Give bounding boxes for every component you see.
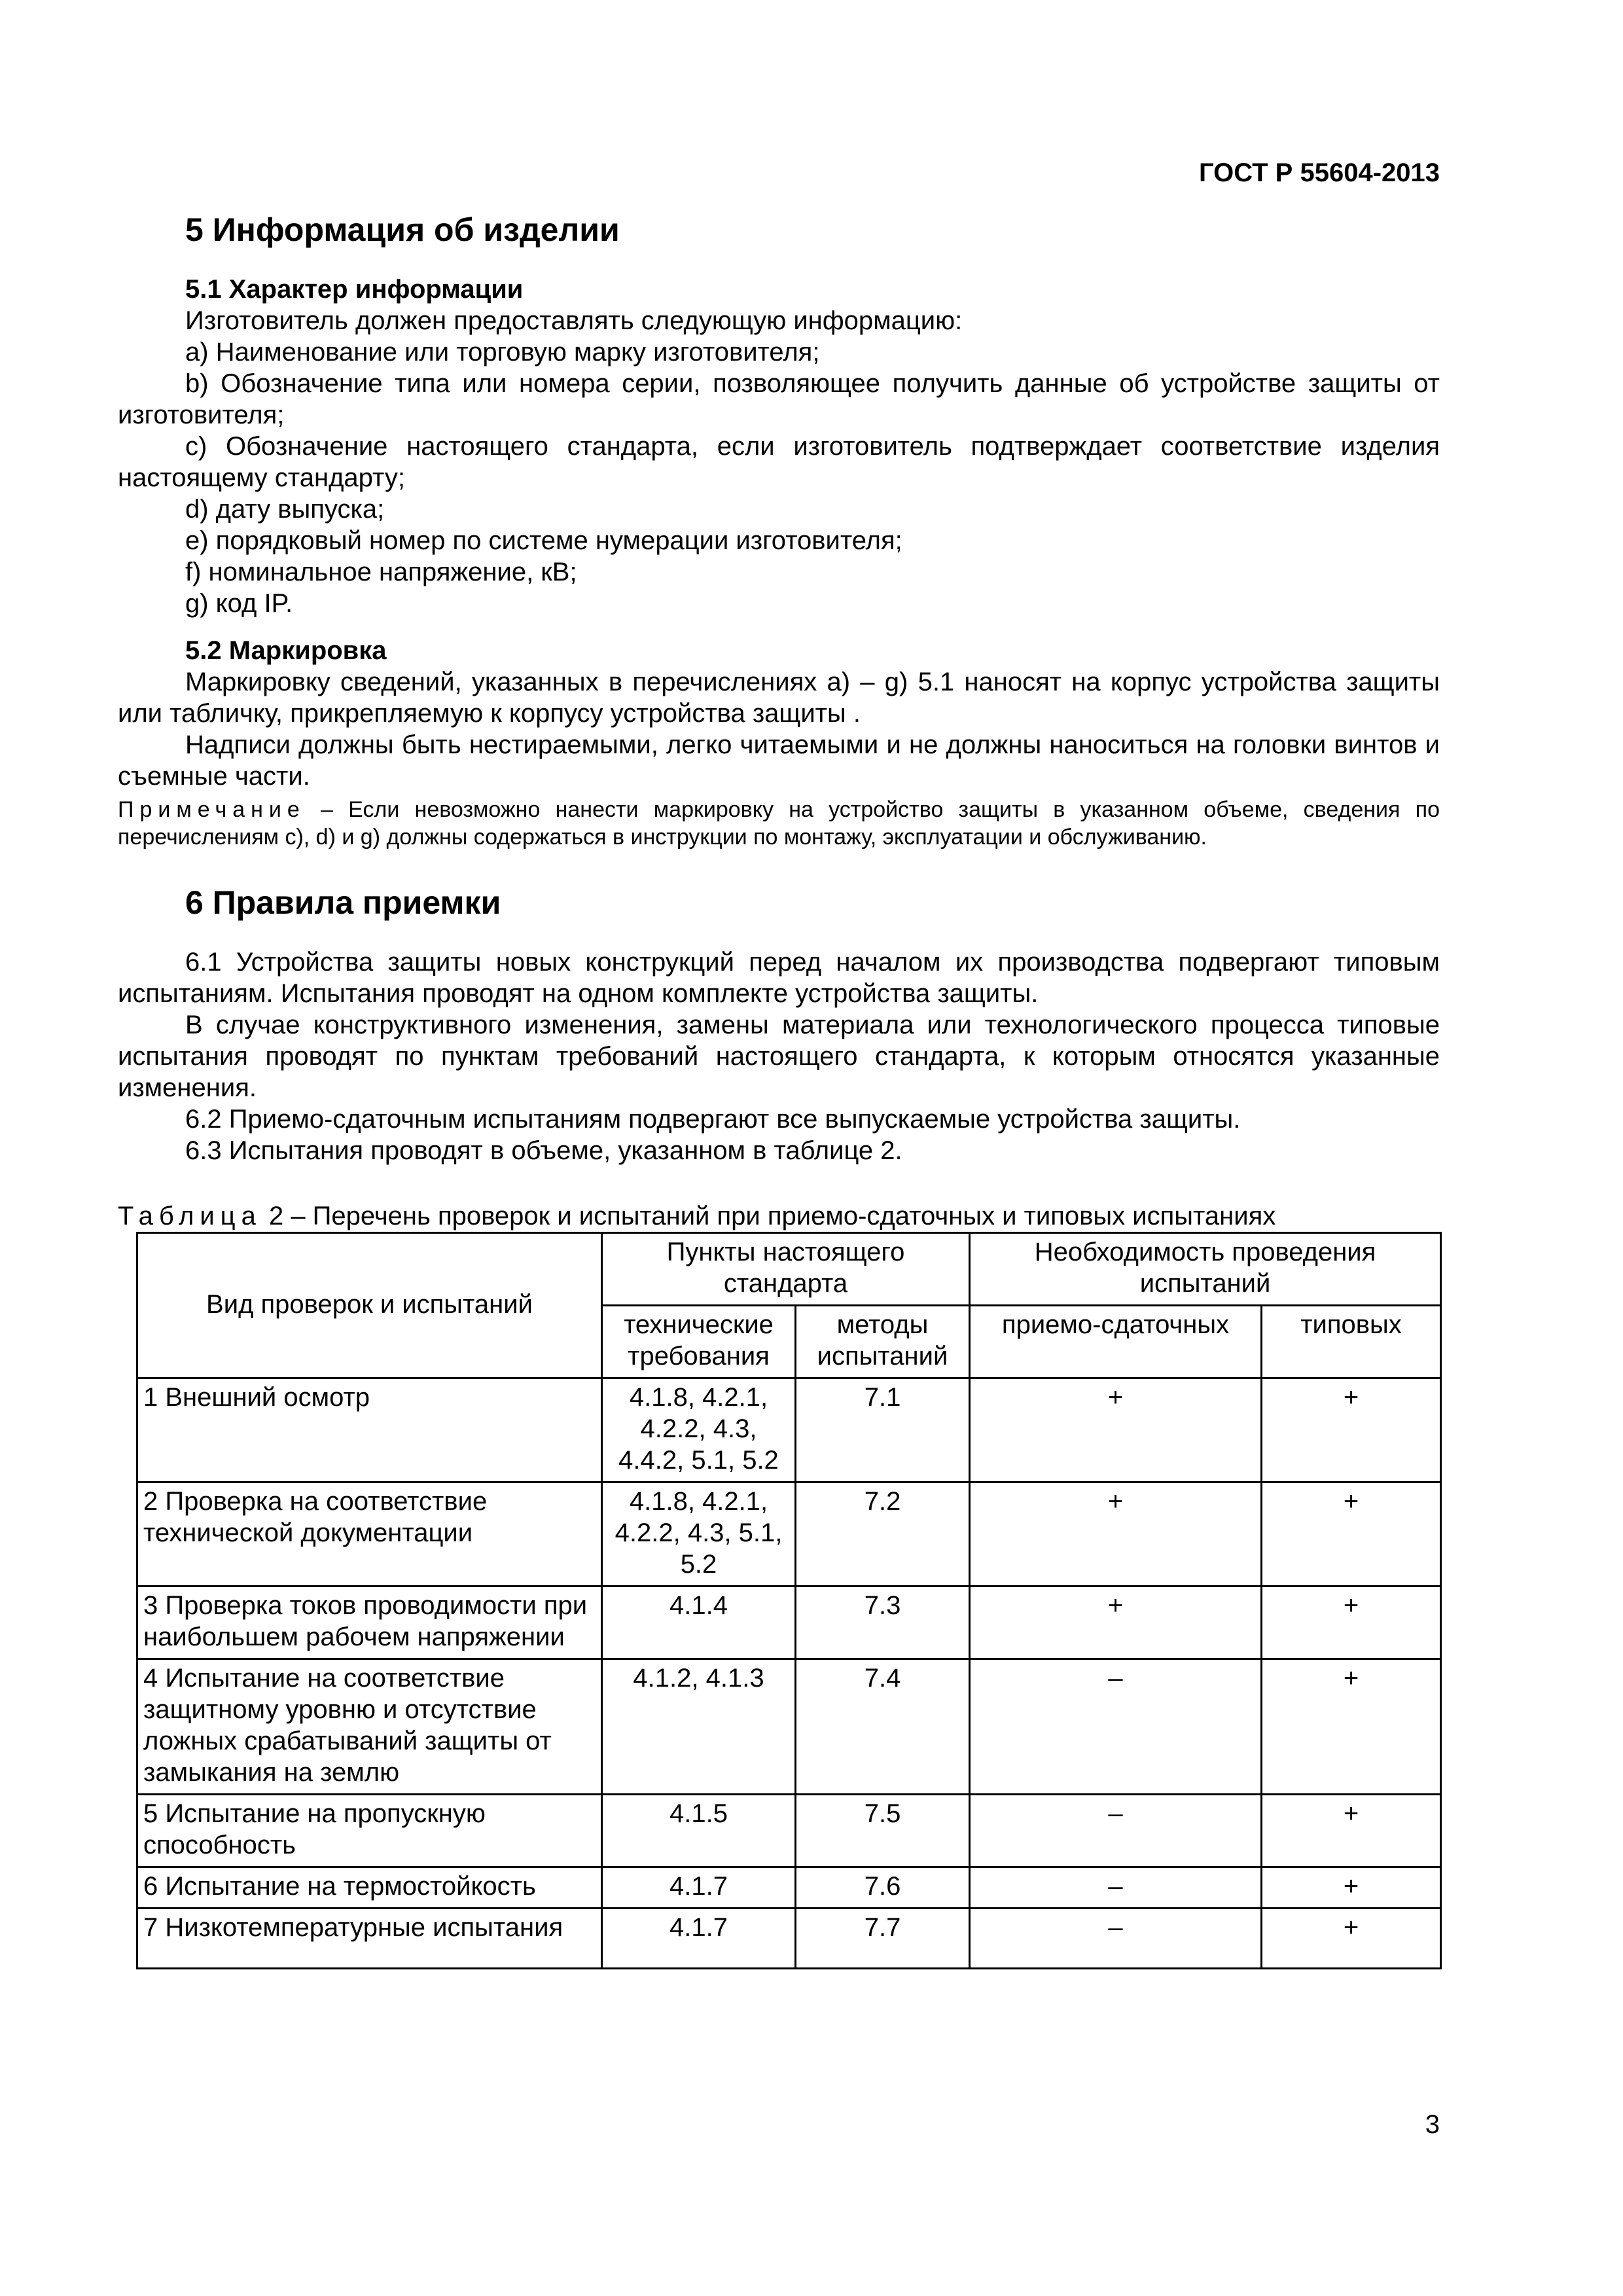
- section-6-para-4: 6.3 Испытания проводят в объеме, указанном в таблице 2.: [185, 1136, 902, 1165]
- header-tech: технические требования: [602, 1306, 796, 1378]
- row-name: 2 Проверка на соответствие технической документации: [137, 1482, 602, 1587]
- note: [118, 796, 1440, 851]
- tests-table: [136, 1232, 1442, 1969]
- row-acceptance: –: [970, 1909, 1262, 1969]
- row-method: 7.3: [796, 1587, 970, 1659]
- section-5-2-title: 5.2 Маркировка: [185, 636, 387, 665]
- row-name: 4 Испытание на соответствие защитному уровню и отсутствие ложных срабатываний защиты от замыкания на землю: [137, 1659, 602, 1795]
- row-type: +: [1262, 1867, 1441, 1909]
- header-type: типовых: [1262, 1306, 1441, 1378]
- row-name: 7 Низкотемпературные испытания: [137, 1909, 602, 1969]
- list-item-a: a) Наименование или торговую марку изготовителя;: [185, 338, 820, 367]
- section-5-1-title: 5.1 Характер информации: [185, 275, 524, 304]
- page-number: 3: [1425, 2110, 1440, 2139]
- row-method: 7.4: [796, 1659, 970, 1795]
- list-item-e: e) порядковый номер по системе нумерации изготовителя;: [185, 526, 902, 555]
- row-acceptance: –: [970, 1867, 1262, 1909]
- list-item-c: c) Обозначение настоящего стандарта, если изготовитель подтверждает соответствие изделия настоящему стандарту;: [118, 432, 1440, 492]
- row-tech: 4.1.4: [602, 1587, 796, 1659]
- row-acceptance: +: [970, 1482, 1262, 1587]
- table-row: [137, 1909, 1441, 1969]
- row-acceptance: +: [970, 1378, 1262, 1482]
- row-tech: 4.1.7: [602, 1867, 796, 1909]
- row-method: 7.5: [796, 1795, 970, 1867]
- header-methods: методы испытаний: [796, 1306, 970, 1378]
- list-item-b: b) Обозначение типа или номера серии, позволяющее получить данные об устройстве защиты от изготовителя;: [118, 369, 1440, 429]
- row-type: +: [1262, 1909, 1441, 1969]
- section-5-title: 5 Информация об изделии: [185, 211, 620, 248]
- list-item-f: f) номинальное напряжение, кВ;: [185, 558, 577, 586]
- section-6-title: 6 Правила приемки: [185, 884, 501, 921]
- row-method: 7.6: [796, 1867, 970, 1909]
- row-type: +: [1262, 1378, 1441, 1482]
- row-type: +: [1262, 1587, 1441, 1659]
- header-kind: Вид проверок и испытаний: [137, 1233, 602, 1378]
- section-6-para-2: В случае конструктивного изменения, замены материала или технологического процесса типовые испытания проводят по пунктам требований настоящего стандарта, к которым относятся указанные изменения.: [118, 1011, 1440, 1102]
- note-text: – Если невозможно нанести маркировку на устройство защиты в указанном объеме, сведения по перечислениям c), d) и g) должны содержаться в инструкции по монтажу, эксплуатации и обслуживанию.: [118, 797, 1440, 850]
- row-method: 7.1: [796, 1378, 970, 1482]
- section-6-para-1: 6.1 Устройства защиты новых конструкций перед началом их производства подвергают типовым испытаниям. Испытания проводят на одном комплекте устройства защиты.: [118, 948, 1440, 1008]
- document-id: ГОСТ Р 55604-2013: [1198, 158, 1440, 187]
- row-name: 5 Испытание на пропускную способность: [137, 1795, 602, 1867]
- section-5-2-para-2: Надписи должны быть нестираемыми, легко читаемыми и не должны наноситься на головки винтов и съемные части.: [118, 730, 1440, 791]
- table-row: [137, 1795, 1441, 1867]
- section-5-2-para-1: Маркировку сведений, указанных в перечислениях a) – g) 5.1 наносят на корпус устройства защиты или табличку, прикрепляемую к корпусу устройства защиты .: [118, 668, 1440, 728]
- table-caption-text: 2 – Перечень проверок и испытаний при приемо-сдаточных и типовых испытаниях: [261, 1202, 1276, 1230]
- table-row: [137, 1378, 1441, 1482]
- header-acceptance: приемо-сдаточных: [970, 1306, 1262, 1378]
- row-acceptance: –: [970, 1795, 1262, 1867]
- list-item-d: d) дату выпуска;: [185, 495, 385, 524]
- table-caption-label: Таблица: [118, 1202, 262, 1230]
- table-row: [137, 1482, 1441, 1587]
- row-name: 3 Проверка токов проводимости при наибольшем рабочем напряжении: [137, 1587, 602, 1659]
- table-header-row: [137, 1233, 1441, 1306]
- row-method: 7.7: [796, 1909, 970, 1969]
- row-tech: 4.1.8, 4.2.1, 4.2.2, 4.3, 5.1, 5.2: [602, 1482, 796, 1587]
- header-points: Пункты настоящего стандарта: [602, 1233, 970, 1306]
- row-tech: 4.1.5: [602, 1795, 796, 1867]
- row-acceptance: +: [970, 1587, 1262, 1659]
- row-type: +: [1262, 1659, 1441, 1795]
- section-6-para-3: 6.2 Приемо-сдаточным испытаниям подвергают все выпускаемые устройства защиты.: [185, 1105, 1241, 1134]
- row-acceptance: –: [970, 1659, 1262, 1795]
- row-name: 1 Внешний осмотр: [137, 1378, 602, 1482]
- table-row: [137, 1587, 1441, 1659]
- note-label: Примечание: [118, 797, 306, 822]
- section-5-1-intro: Изготовитель должен предоставлять следующую информацию:: [185, 306, 963, 335]
- table-caption: [118, 1200, 1440, 1232]
- header-necessity: Необходимость проведения испытаний: [970, 1233, 1441, 1306]
- row-name: 6 Испытание на термостойкость: [137, 1867, 602, 1909]
- row-tech: 4.1.7: [602, 1909, 796, 1969]
- row-method: 7.2: [796, 1482, 970, 1587]
- row-type: +: [1262, 1482, 1441, 1587]
- row-type: +: [1262, 1795, 1441, 1867]
- table-row: [137, 1659, 1441, 1795]
- table-row: [137, 1867, 1441, 1909]
- row-tech: 4.1.8, 4.2.1, 4.2.2, 4.3, 4.4.2, 5.1, 5.2: [602, 1378, 796, 1482]
- row-tech: 4.1.2, 4.1.3: [602, 1659, 796, 1795]
- list-item-g: g) код IP.: [185, 589, 293, 618]
